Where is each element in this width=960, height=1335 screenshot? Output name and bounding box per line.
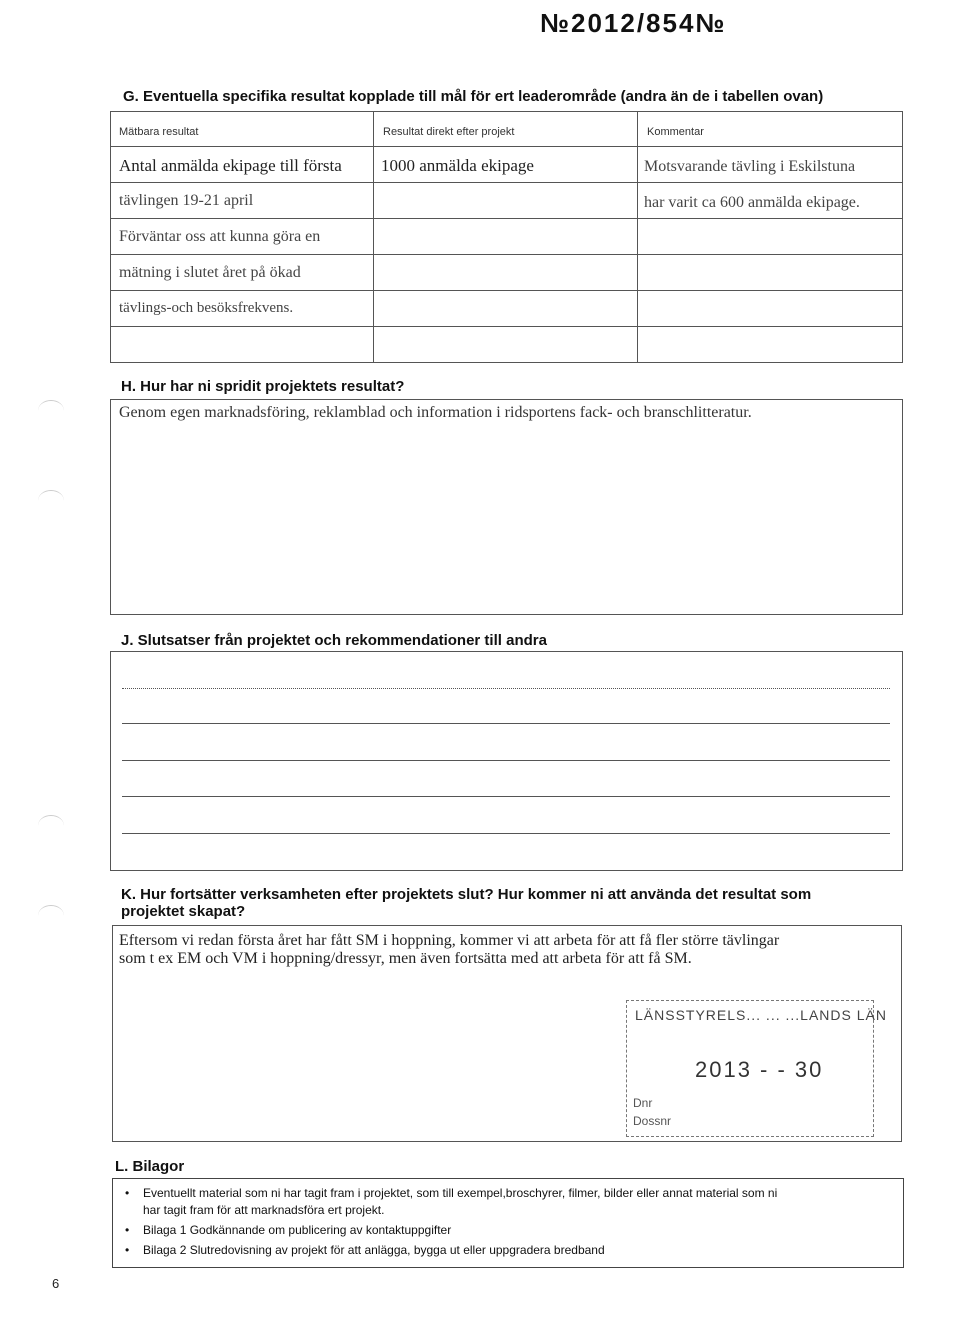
attachment-text: Bilaga 1 Godkännande om publicering av kontaktuppgifter bbox=[143, 1223, 452, 1237]
scan-mark bbox=[38, 905, 64, 926]
section-j-answer-box bbox=[110, 651, 903, 871]
attachments-box bbox=[112, 1178, 904, 1268]
scan-mark bbox=[38, 490, 64, 511]
section-h-title: H. Hur har ni spridit projektets resultat? bbox=[121, 378, 405, 395]
section-l-title: L. Bilagor bbox=[115, 1158, 185, 1175]
list-item bbox=[113, 1242, 793, 1259]
bullet-icon: • bbox=[125, 1186, 130, 1200]
section-k-answer-line: som t ex EM och VM i hoppning/dressyr, men även fortsätta med att arbeta för att få SM. bbox=[119, 950, 692, 967]
section-k-title-line: K. Hur fortsätter verksamheten efter projektets slut? Hur kommer ni att använda det resultat som bbox=[121, 886, 812, 903]
table-cell: Förväntar oss att kunna göra en bbox=[119, 228, 321, 245]
attachment-text: Bilaga 2 Slutredovisning av projekt för att anlägga, bygga ut eller uppgradera bredband bbox=[143, 1243, 605, 1257]
table-row-divider bbox=[111, 290, 902, 291]
bullet-icon: • bbox=[125, 1223, 130, 1237]
section-h-answer: Genom egen marknadsföring, reklamblad och information i ridsportens fack- och branschlitteratur. bbox=[119, 404, 752, 421]
list-item bbox=[113, 1185, 793, 1219]
writing-line bbox=[122, 760, 890, 761]
table-column-divider bbox=[373, 112, 374, 362]
stamp-dnr-label: Dnr bbox=[633, 1096, 653, 1110]
attachment-text: Eventuellt material som ni har tagit fram i projektet, som till exempel,broschyrer, filmer, bilder eller annat material som ni har tagit fram för att marknadsföra ert projekt. bbox=[143, 1186, 778, 1217]
writing-line bbox=[122, 796, 890, 797]
reference-number: №2012/854№ bbox=[540, 8, 727, 38]
received-stamp bbox=[626, 1000, 887, 1137]
section-k-title-line: projektet skapat? bbox=[121, 903, 246, 920]
stamp-authority: LÄNSSTYRELS... ... ...LANDS LÄN bbox=[635, 1007, 887, 1023]
bullet-icon: • bbox=[125, 1243, 130, 1257]
scan-mark bbox=[38, 400, 64, 421]
table-cell: tävlings-och besöksfrekvens. bbox=[119, 300, 294, 316]
page-number: 6 bbox=[52, 1276, 60, 1291]
table-cell: Motsvarande tävling i Eskilstuna bbox=[644, 158, 856, 175]
table-row-divider bbox=[111, 326, 902, 327]
writing-line bbox=[122, 833, 890, 834]
table-cell: Antal anmälda ekipage till första bbox=[119, 156, 342, 175]
table-cell: har varit ca 600 anmälda ekipage. bbox=[644, 194, 860, 211]
section-k-answer-line: Eftersom vi redan första året har fått SM i hoppning, kommer vi att arbeta för att få fler större tävlingar bbox=[119, 932, 780, 949]
stamp-date: 2013 - - 30 bbox=[695, 1057, 824, 1082]
table-row-divider bbox=[111, 218, 902, 219]
section-h-answer-box bbox=[110, 399, 903, 615]
section-k-answer bbox=[119, 932, 779, 968]
section-j-title: J. Slutsatser från projektet och rekommendationer till andra bbox=[121, 632, 547, 649]
table-row-divider bbox=[111, 254, 902, 255]
column-header-comment: Kommentar bbox=[647, 126, 704, 138]
table-cell: mätning i slutet året på ökad bbox=[119, 264, 301, 281]
results-table bbox=[110, 111, 903, 363]
table-row-divider bbox=[111, 146, 902, 147]
table-cell: 1000 anmälda ekipage bbox=[381, 156, 534, 175]
section-g-title: G. Eventuella specifika resultat kopplade till mål för ert leaderområde (andra än de i tabellen ovan) bbox=[123, 88, 824, 105]
stamp-dossnr-label: Dossnr bbox=[633, 1114, 672, 1128]
list-item bbox=[113, 1222, 793, 1239]
column-header-direct-results: Resultat direkt efter projekt bbox=[383, 126, 515, 138]
writing-line bbox=[122, 723, 890, 724]
column-header-measurable-results: Mätbara resultat bbox=[119, 126, 199, 138]
writing-line bbox=[122, 688, 890, 689]
table-cell: tävlingen 19-21 april bbox=[119, 192, 254, 209]
table-column-divider bbox=[637, 112, 638, 362]
scan-mark bbox=[38, 815, 64, 836]
table-row-divider bbox=[111, 182, 902, 183]
section-k-title bbox=[121, 886, 881, 920]
